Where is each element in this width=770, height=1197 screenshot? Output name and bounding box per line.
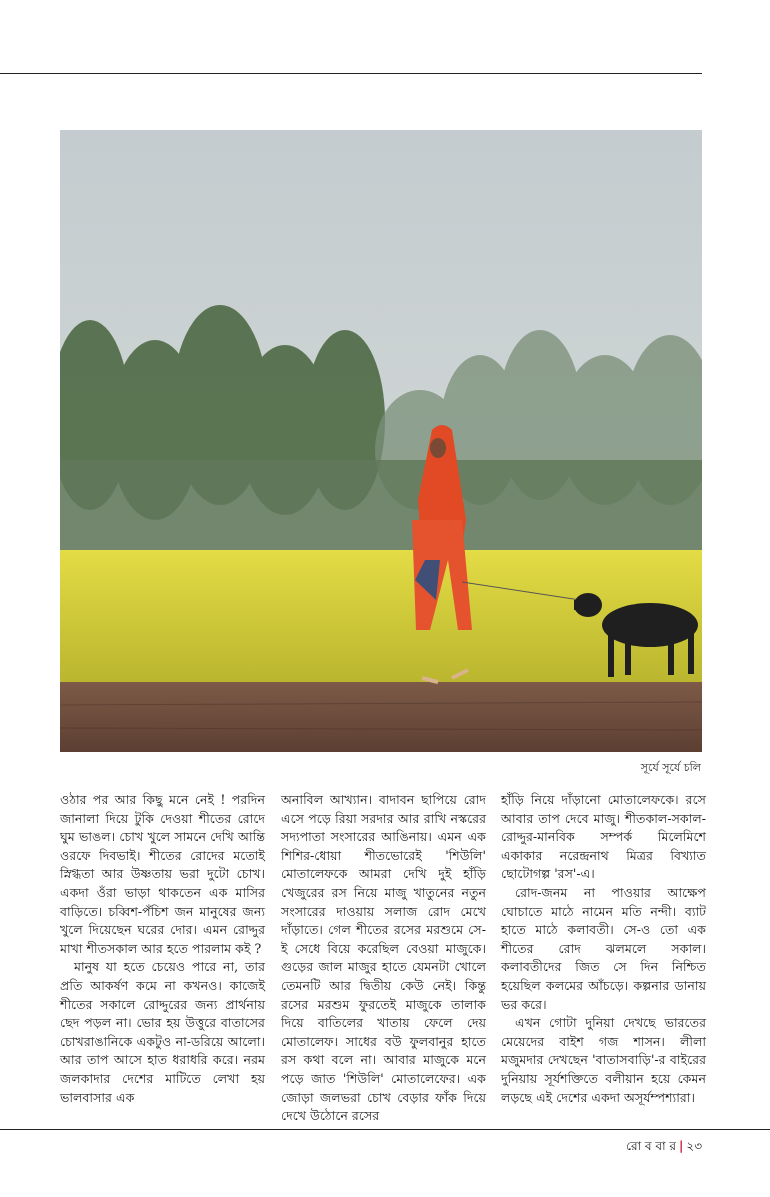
paragraph: রোদ-জনম না পাওয়ার আক্ষেপ ঘোচাতে মাঠে নামেন মতি নন্দী। ব্যাট হাতে মাঠে কলাবতী। সে-ও তো এক শীতের রোদ ঝলমলে সকাল। কলাবতীদের জিত সে দিন নিশ্চিত হয়েছিল কলমের আঁচড়ে। কল্পনার ডানায় ভর করে। xyxy=(501,884,706,1012)
article-column-2 xyxy=(281,791,486,1126)
top-rule xyxy=(0,73,702,74)
article-column-1 xyxy=(60,791,265,1107)
page-footer xyxy=(626,1138,702,1158)
paragraph: ওঠার পর আর কিছু মনে নেই ! পরদিন জানালা দিয়ে টুকি দেওয়া শীতের রোদে ঘুম ভাঙল। চোখ খুলে সামনে দেখি আন্তি ওরফে দিবভাই। শীতের রোদের মতোই স্নিগ্ধতা আর উষ্ণতায় ভরা দুটো চোখ। একদা ওঁরা ভাড়া থাকতেন এক মাসির বাড়িতে। চব্বিশ-পঁচিশ জন মানুষের জন্য খুলে দিয়েছেন ঘরের দোর। এমন রোদ্দুর মাখা শীতসকাল আর হতে পারলাম কই ? xyxy=(60,792,265,956)
footer-separator: | xyxy=(679,1139,684,1153)
bottom-rule xyxy=(0,1129,770,1130)
paragraph: অনাবিল আখ্যান। বাদাবন ছাপিয়ে রোদ এসে পড়ে রিয়া সরদার আর রাখি নস্করের সদ্যপাতা সংসারের আঙিনায়। এমন এক শিশির-ধোয়া শীতভোরেই 'শিউলি' মোতালেফকে আমরা দেখি দুই হাঁড়ি খেজুরের রস নিয়ে মাজু খাতুনের নতুন সংসারের দাওয়ায় সলাজ রোদ মেখে দাঁড়াতে। গেল শীতের রসের মরশুমে সে-ই সেধে বিয়ে করেছিল বেওয়া মাজুকে। গুড়ের জাল মাজুর হাতে যেমনটা খোলে তেমনটি আর দ্বিতীয় কেউ নেই। কিন্তু রসের মরশুম ফুরতেই মাজুকে তালাক দিয়ে বাতিলের খাতায় ফেলে দেয় মোতালেফ। সাধের বউ ফুলবানুর হাতে রস কথা বলে না। আবার মাজুকে মনে পড়ে জাত 'শিউলি' মোতালেফের। এক জোড়া জলভরা চোখ বেড়ার ফাঁক দিয়ে দেখে উঠোনে রসের xyxy=(281,792,486,1124)
field-scene-illustration xyxy=(60,130,702,752)
paragraph: এখন গোটা দুনিয়া দেখছে ভারতের মেয়েদের বাইশ গজ শাসন। লীলা মজুমদার দেখছেন 'বাতাসবাড়ি'-র বাইরের দুনিয়ায় সূর্যশক্তিতে বলীয়ান হয়ে কেমন লড়ছে এই দেশের একদা অসূর্যম্পশ্যারা। xyxy=(501,1015,706,1105)
photo-caption: সূর্যে সূর্যে চলি xyxy=(640,761,701,774)
article-column-3 xyxy=(501,791,706,1107)
page-number: ২৩ xyxy=(686,1139,702,1153)
feature-photo xyxy=(60,130,702,752)
paragraph: মানুষ যা হতে চেয়েও পারে না, তার প্রতি আকর্ষণ কমে না কখনও। কাজেই শীতের সকালে রোদ্দুরের জন্য প্রার্থনায় ছেদ পড়ল না। ভোর হয় উত্তুরে বাতাসের চোখরাঙানিকে একটুও না-ডরিয়ে আলো। আর তাপ আসে হাত ধরাধরি করে। নরম জলকাদার দেশের মাটিতে লেখা হয় ভালবাসার এক xyxy=(60,959,265,1105)
magazine-name: রো ব বা র xyxy=(626,1139,677,1153)
paragraph: হাঁড়ি নিয়ে দাঁড়ানো মোতালেফকে। রসে আবার তাপ দেবে মাজু। শীতকাল-সকাল-রোদ্দুর-মানবিক সম্পর্ক মিলেমিশে একাকার নরেন্দ্রনাথ মিত্রর বিখ্যাত ছোটোগল্প 'রস'-এ। xyxy=(501,792,706,882)
